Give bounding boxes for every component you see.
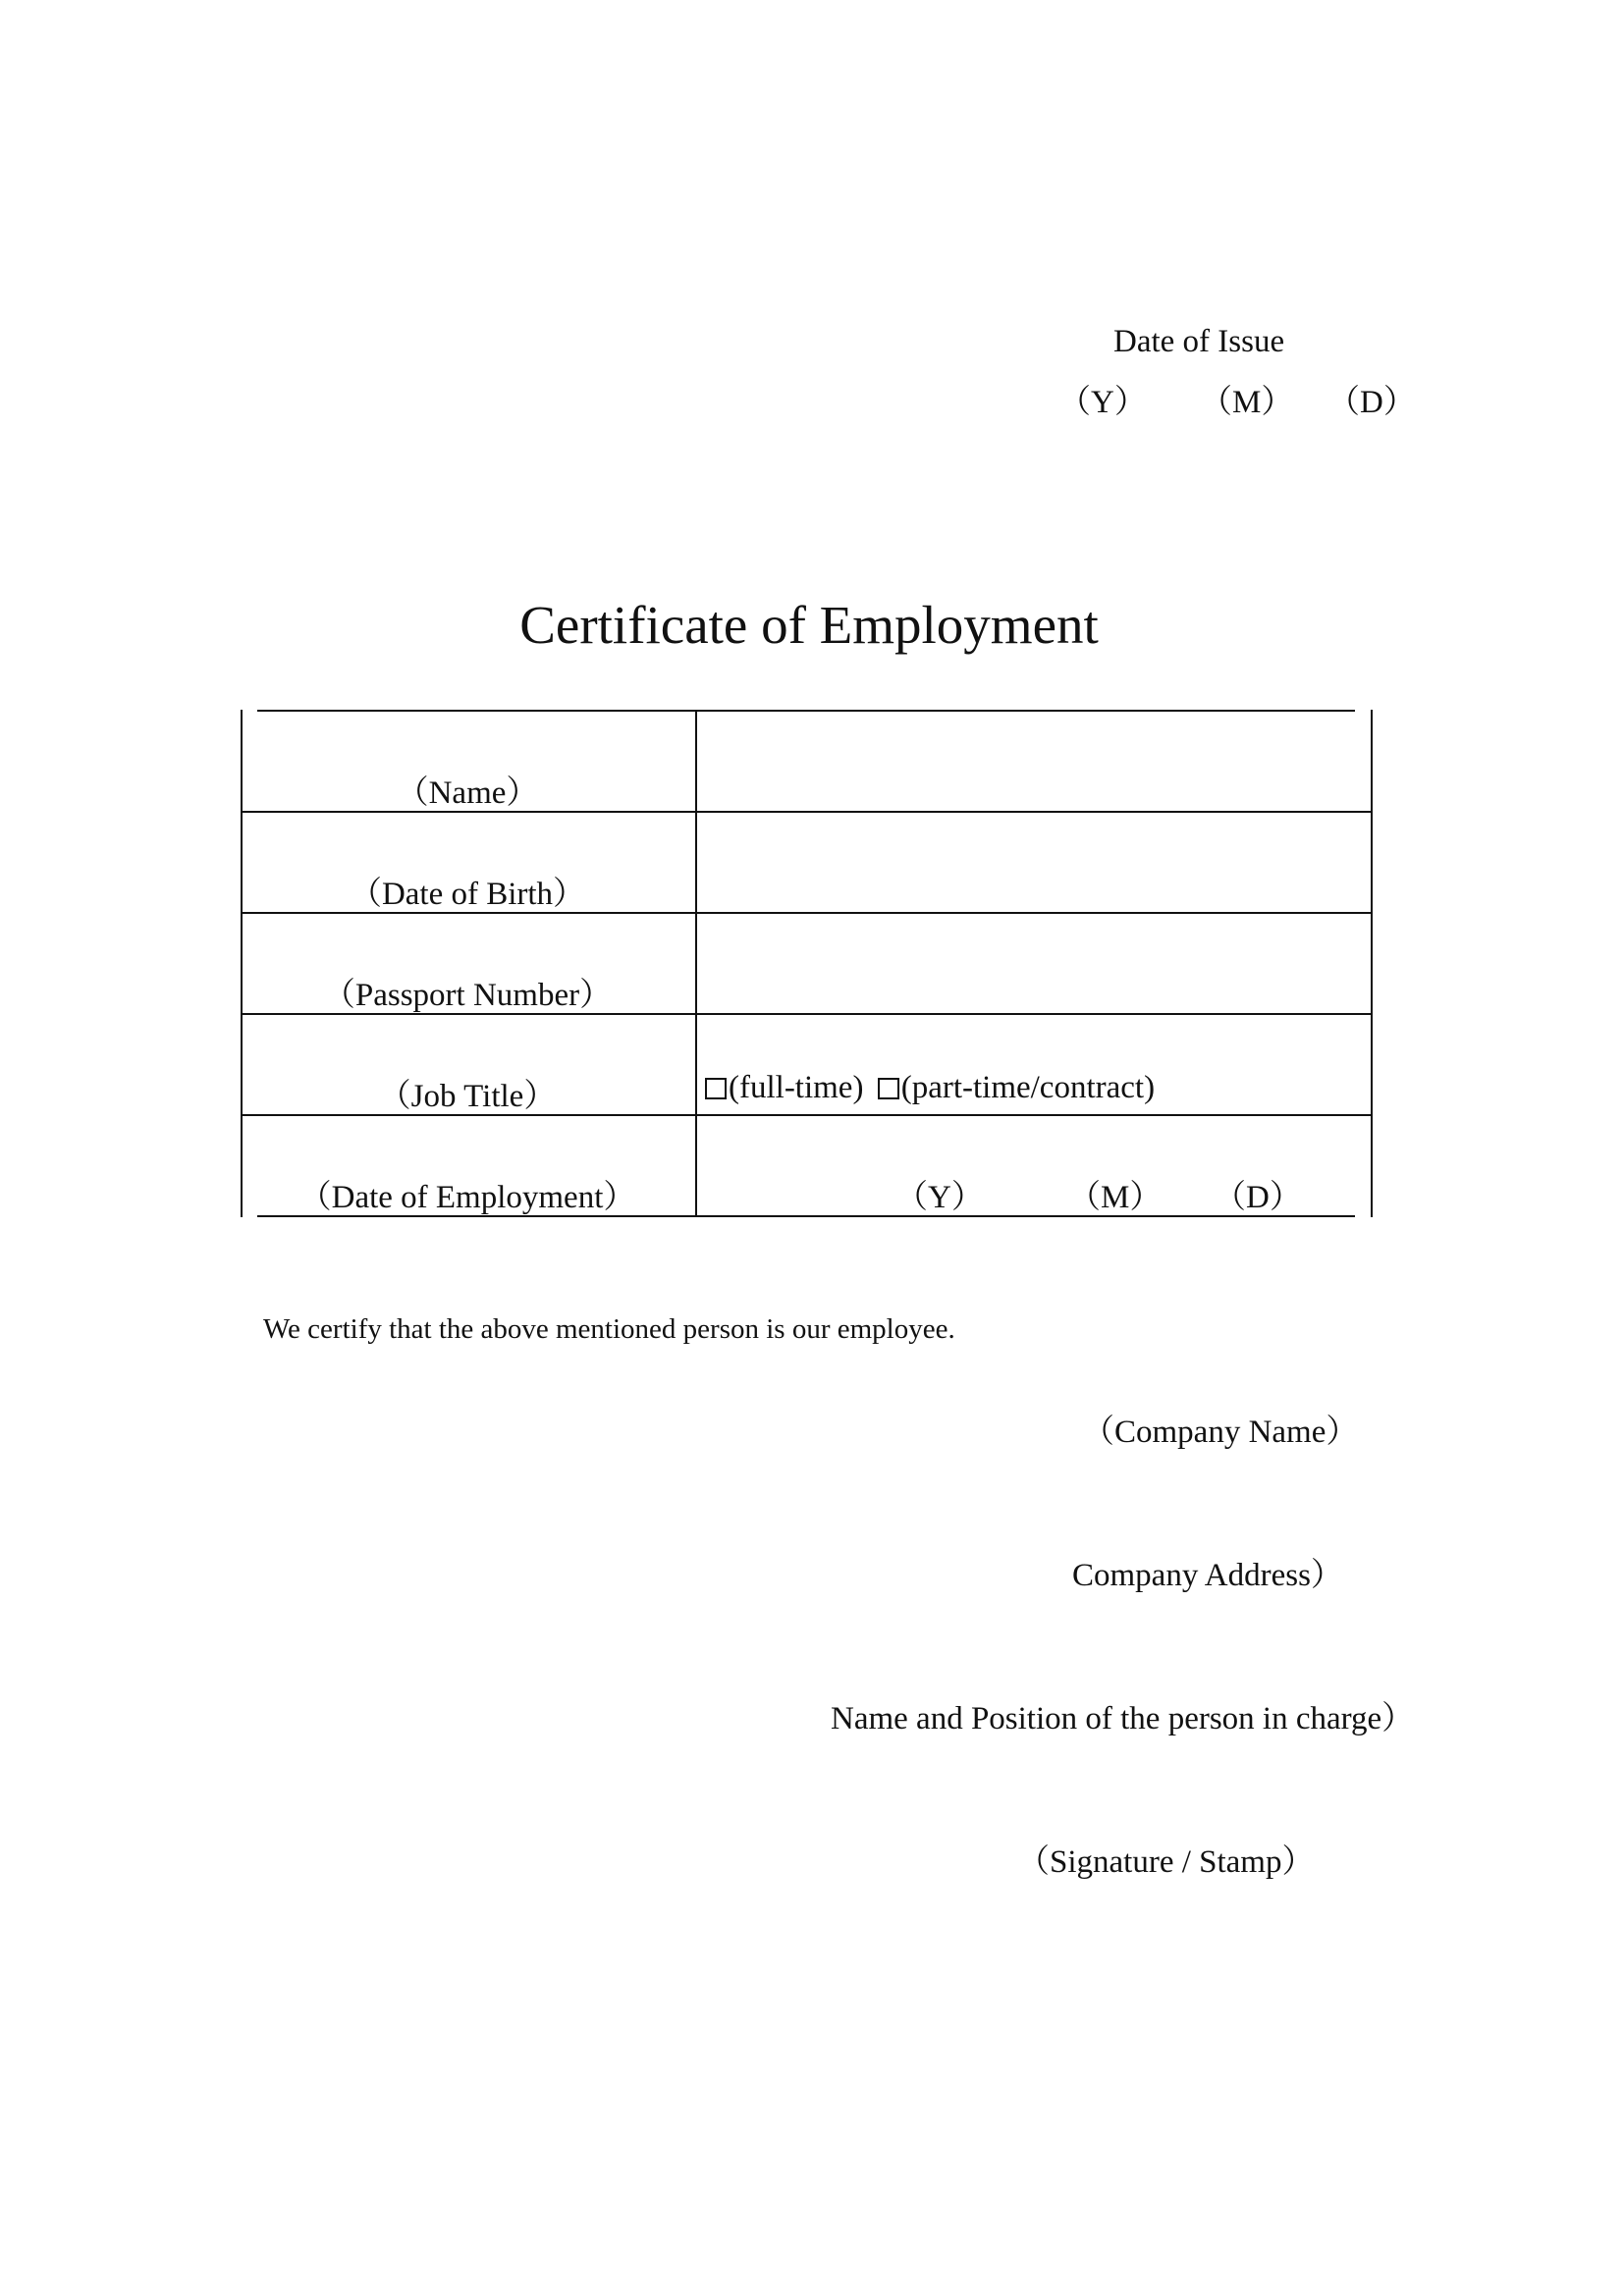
table-top-border [257, 710, 1355, 712]
date-of-employment-label: （Date of Employment） [298, 1180, 636, 1215]
passport-number-field[interactable] [699, 919, 1369, 1011]
employment-month-field[interactable]: （M） [1068, 1180, 1163, 1215]
issue-year-field[interactable]: （Y） [1058, 385, 1147, 420]
person-in-charge-field[interactable]: Name and Position of the person in charge） [831, 1701, 1415, 1736]
part-time-option-label: (part-time/contract) [900, 1070, 1156, 1105]
date-of-issue-label: Date of Issue [1113, 324, 1285, 359]
document-title [0, 594, 1624, 656]
company-name-field[interactable]: （Company Name） [1082, 1415, 1359, 1450]
date-of-birth-field[interactable] [699, 818, 1369, 910]
table-column-divider [695, 710, 697, 1217]
employment-day-field[interactable]: （D） [1214, 1180, 1302, 1215]
full-time-checkbox[interactable] [705, 1078, 727, 1099]
job-title-label: （Job Title） [378, 1079, 557, 1114]
employment-year-field[interactable]: （Y） [895, 1180, 984, 1215]
job-type-options [705, 1070, 1155, 1106]
table-right-border [1371, 710, 1373, 1217]
passport-number-label: （Passport Number） [322, 978, 613, 1013]
signature-stamp-field[interactable]: （Signature / Stamp） [1017, 1844, 1315, 1880]
certification-statement: We certify that the above mentioned person is our employee. [263, 1313, 955, 1345]
issue-month-field[interactable]: （M） [1200, 385, 1294, 420]
name-field[interactable] [699, 717, 1369, 809]
company-address-field[interactable]: Company Address） [1072, 1558, 1343, 1593]
full-time-option-label: (full-time) [729, 1070, 864, 1105]
name-label: （Name） [396, 775, 539, 811]
date-of-birth-label: （Date of Birth） [349, 877, 586, 912]
document-title-text: Certificate of Employment [519, 595, 1099, 655]
part-time-checkbox[interactable] [878, 1078, 899, 1099]
issue-day-field[interactable]: （D） [1327, 385, 1416, 420]
